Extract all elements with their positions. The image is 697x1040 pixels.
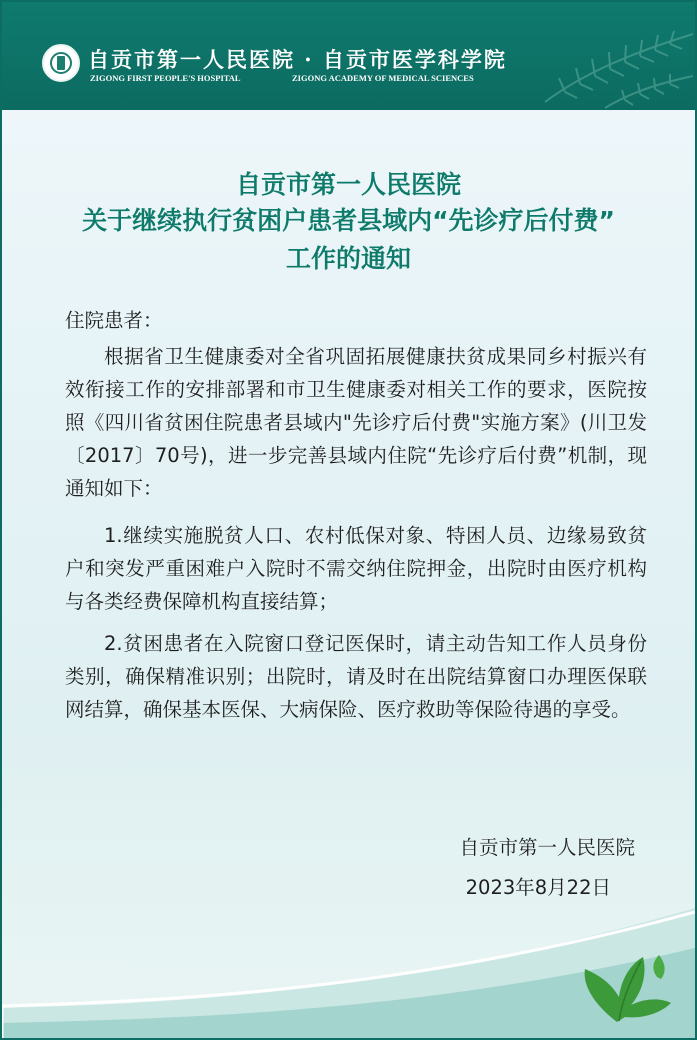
- hospital-name-cn: 自贡市第一人民医院 · 自贡市医学科学院: [88, 47, 507, 72]
- salutation: 住院患者：: [65, 309, 163, 332]
- notice-title-line-1: 自贡市第一人民医院: [235, 170, 461, 199]
- leaf-decoration-icon: [577, 947, 677, 1027]
- body-paragraph-3: 2.贫困患者在入院窗口登记医保时，请主动告知工作人员身份类别，确保精准识别；出院时，请及时在出院结算窗口办理医保联网结算，确保基本医保、大病保险、医疗救助等保险待遇的享受。: [65, 632, 647, 721]
- hospital-name-en: ZIGONG FIRST PEOPLE'S HOSPITAL: [90, 73, 241, 83]
- signature-organization: 自贡市第一人民医院: [459, 836, 635, 859]
- hospital-logo-icon: [42, 44, 80, 82]
- body-paragraph-1: 根据省卫生健康委对全省巩固拓展健康扶贫成果同乡村振兴有效衔接工作的安排部署和市卫生健康委对相关工作的要求，医院按照《四川省贫困住院患者县域内"先诊疗后付费"实施方案》(川卫发〔2017〕70号)，进一步完善县域内住院“先诊疗后付费”机制，现通知如下：: [65, 345, 647, 500]
- signature-date: 2023年8月22日: [465, 876, 611, 899]
- fern-decoration-icon: [535, 12, 695, 110]
- notice-title-line-3: 工作的通知: [285, 244, 411, 273]
- body-paragraph-2: 1.继续实施脱贫人口、农村低保对象、特困人员、边缘易致贫户和突发严重困难户入院时不需交纳住院押金，出院时由医疗机构与各类经费保障机构直接结算；: [65, 524, 647, 613]
- hospital-header: [2, 2, 695, 110]
- notice-title-line-2: 关于继续执行贫困户患者县域内“先诊疗后付费”: [82, 206, 615, 235]
- academy-name-en: ZIGONG ACADEMY OF MEDICAL SCIENCES: [292, 73, 474, 83]
